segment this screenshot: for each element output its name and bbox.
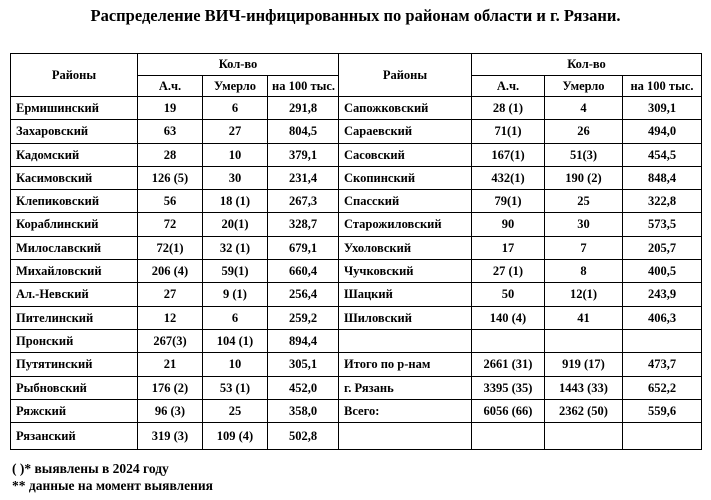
right-died-cell: 4 [545,97,623,120]
right-died-cell: 8 [545,260,623,283]
left-district-name: Рязанский [11,423,138,450]
left-district-name: Пронский [11,329,138,352]
right-rate-cell: 559,6 [623,399,702,422]
left-rate-cell: 267,3 [268,190,339,213]
table-row [11,213,702,236]
right-rate-cell [623,423,702,450]
right-rate-cell: 652,2 [623,376,702,399]
left-rate-cell: 328,7 [268,213,339,236]
table-row [11,260,702,283]
left-district-name: Ряжский [11,399,138,422]
table-row [11,97,702,120]
left-ach-cell: 12 [138,306,203,329]
right-died-cell: 12(1) [545,283,623,306]
table-row [11,236,702,259]
right-ach-cell [472,423,545,450]
left-died-cell: 59(1) [203,260,268,283]
left-died-cell: 9 (1) [203,283,268,306]
left-district-name: Кадомский [11,143,138,166]
right-rate-cell: 473,7 [623,353,702,376]
left-district-name: Кораблинский [11,213,138,236]
left-district-name: Рыбновский [11,376,138,399]
table-row [11,376,702,399]
header-rate-left: на 100 тыс. [268,76,339,97]
left-ach-cell: 21 [138,353,203,376]
header-ach-right: А.ч. [472,76,545,97]
header-districts-left: Районы [11,54,138,97]
left-district-name: Пителинский [11,306,138,329]
right-ach-cell: 167(1) [472,143,545,166]
header-districts-right: Районы [339,54,472,97]
right-district-name: Ухоловский [339,236,472,259]
left-rate-cell: 452,0 [268,376,339,399]
right-died-cell: 26 [545,120,623,143]
right-ach-cell: 50 [472,283,545,306]
header-died-left: Умерло [203,76,268,97]
right-district-name: Спасский [339,190,472,213]
right-ach-cell: 432(1) [472,166,545,189]
right-ach-cell: 27 (1) [472,260,545,283]
left-district-name: Ермишинский [11,97,138,120]
right-district-name: Всего: [339,399,472,422]
left-rate-cell: 679,1 [268,236,339,259]
right-rate-cell: 848,4 [623,166,702,189]
left-died-cell: 10 [203,353,268,376]
left-ach-cell: 28 [138,143,203,166]
left-died-cell: 32 (1) [203,236,268,259]
right-district-name: Сараевский [339,120,472,143]
right-ach-cell: 71(1) [472,120,545,143]
table-row [11,399,702,422]
right-rate-cell: 573,5 [623,213,702,236]
left-ach-cell: 96 (3) [138,399,203,422]
hiv-distribution-table [10,53,702,450]
right-died-cell: 7 [545,236,623,259]
left-ach-cell: 27 [138,283,203,306]
right-district-name: Старожиловский [339,213,472,236]
right-ach-cell: 90 [472,213,545,236]
left-district-name: Михайловский [11,260,138,283]
table-row [11,423,702,450]
right-died-cell: 1443 (33) [545,376,623,399]
left-district-name: Путятинский [11,353,138,376]
left-ach-cell: 72 [138,213,203,236]
right-district-name: Чучковский [339,260,472,283]
header-ach-left: А.ч. [138,76,203,97]
right-rate-cell: 454,5 [623,143,702,166]
left-died-cell: 25 [203,399,268,422]
table-row [11,306,702,329]
left-rate-cell: 358,0 [268,399,339,422]
right-died-cell [545,329,623,352]
header-count-left: Кол-во [138,54,339,76]
left-district-name: Ал.-Невский [11,283,138,306]
right-district-name: Скопинский [339,166,472,189]
left-ach-cell: 319 (3) [138,423,203,450]
right-district-name: Сапожковский [339,97,472,120]
right-rate-cell: 494,0 [623,120,702,143]
right-rate-cell: 322,8 [623,190,702,213]
right-rate-cell: 205,7 [623,236,702,259]
left-district-name: Клепиковский [11,190,138,213]
left-died-cell: 10 [203,143,268,166]
right-district-name [339,423,472,450]
header-rate-right: на 100 тыс. [623,76,702,97]
footnote-2: ** данные на момент выявления [12,478,213,493]
left-died-cell: 18 (1) [203,190,268,213]
page-title: Распределение ВИЧ-инфицированных по районам области и г. Рязани. [90,6,621,25]
right-district-name: г. Рязань [339,376,472,399]
right-rate-cell [623,329,702,352]
left-ach-cell: 126 (5) [138,166,203,189]
left-district-name: Милославский [11,236,138,259]
left-ach-cell: 267(3) [138,329,203,352]
table-row [11,190,702,213]
left-died-cell: 109 (4) [203,423,268,450]
right-ach-cell: 2661 (31) [472,353,545,376]
left-ach-cell: 72(1) [138,236,203,259]
left-ach-cell: 206 (4) [138,260,203,283]
left-ach-cell: 176 (2) [138,376,203,399]
left-district-name: Захаровский [11,120,138,143]
left-rate-cell: 379,1 [268,143,339,166]
left-rate-cell: 256,4 [268,283,339,306]
table-row [11,143,702,166]
header-count-right: Кол-во [472,54,702,76]
right-died-cell [545,423,623,450]
table-row [11,329,702,352]
right-rate-cell: 406,3 [623,306,702,329]
right-died-cell: 2362 (50) [545,399,623,422]
left-died-cell: 53 (1) [203,376,268,399]
footnote-1: ( )* выявлены в 2024 году [12,461,169,476]
right-ach-cell: 6056 (66) [472,399,545,422]
right-died-cell: 30 [545,213,623,236]
right-ach-cell: 17 [472,236,545,259]
right-district-name: Сасовский [339,143,472,166]
left-district-name: Касимовский [11,166,138,189]
right-died-cell: 41 [545,306,623,329]
right-died-cell: 51(3) [545,143,623,166]
right-district-name: Шиловский [339,306,472,329]
right-died-cell: 919 (17) [545,353,623,376]
left-died-cell: 30 [203,166,268,189]
right-ach-cell: 28 (1) [472,97,545,120]
table-row [11,283,702,306]
left-rate-cell: 291,8 [268,97,339,120]
left-died-cell: 20(1) [203,213,268,236]
table-row [11,166,702,189]
right-ach-cell [472,329,545,352]
left-rate-cell: 305,1 [268,353,339,376]
footnotes [12,460,213,494]
left-rate-cell: 660,4 [268,260,339,283]
right-district-name [339,329,472,352]
left-ach-cell: 63 [138,120,203,143]
left-rate-cell: 502,8 [268,423,339,450]
table-row [11,120,702,143]
right-ach-cell: 140 (4) [472,306,545,329]
right-rate-cell: 243,9 [623,283,702,306]
left-ach-cell: 56 [138,190,203,213]
right-rate-cell: 309,1 [623,97,702,120]
right-died-cell: 25 [545,190,623,213]
right-rate-cell: 400,5 [623,260,702,283]
left-died-cell: 27 [203,120,268,143]
right-ach-cell: 3395 (35) [472,376,545,399]
left-rate-cell: 894,4 [268,329,339,352]
left-died-cell: 6 [203,306,268,329]
left-died-cell: 104 (1) [203,329,268,352]
table-body [11,97,702,450]
table-row [11,353,702,376]
left-ach-cell: 19 [138,97,203,120]
left-rate-cell: 804,5 [268,120,339,143]
right-died-cell: 190 (2) [545,166,623,189]
left-died-cell: 6 [203,97,268,120]
right-district-name: Шацкий [339,283,472,306]
left-rate-cell: 259,2 [268,306,339,329]
right-ach-cell: 79(1) [472,190,545,213]
header-died-right: Умерло [545,76,623,97]
right-district-name: Итого по р-нам [339,353,472,376]
left-rate-cell: 231,4 [268,166,339,189]
